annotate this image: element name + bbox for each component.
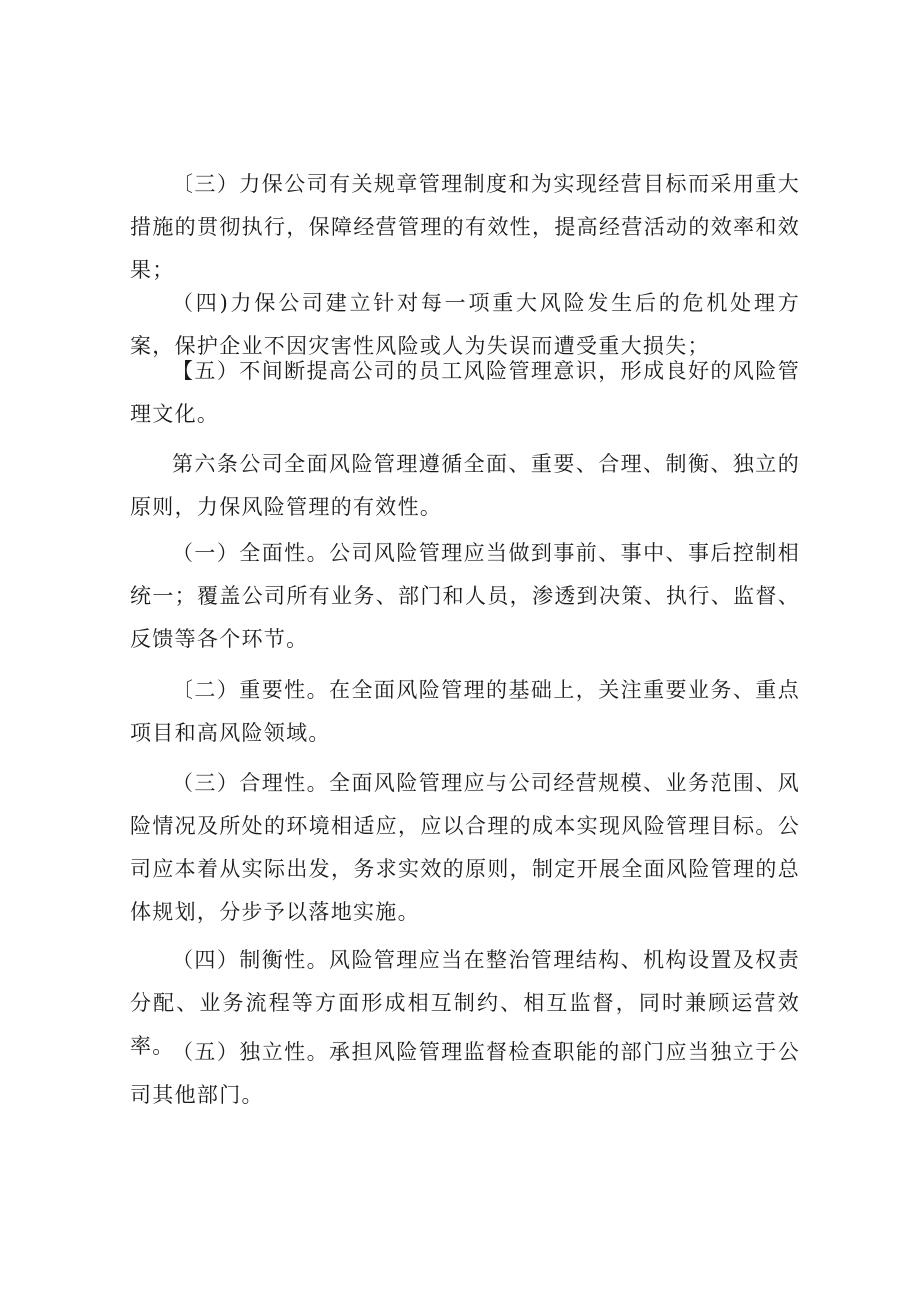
paragraph-four-crisis-plan: （四)力保公司建立针对每一项重大风险发生后的危机处理方案，保护企业不因灾害性风险或人为失误而遭受重大损失；	[130, 291, 800, 358]
principle-independence: （五）独立性。承担风险管理监督检查职能的部门应当独立于公司其他部门。	[130, 1040, 800, 1107]
principle-comprehensiveness: （一）全面性。公司风险管理应当做到事前、事中、事后控制相统一；覆盖公司所有业务、部门和人员，渗透到决策、执行、监督、反馈等各个环节。	[130, 541, 800, 651]
principle-importance: 〔二）重要性。在全面风险管理的基础上，关注重要业务、重点项目和高风险领域。	[130, 678, 800, 745]
article-six-principles: 第六条公司全面风险管理遵循全面、重要、合理、制衡、独立的原则，力保风险管理的有效性。	[130, 452, 800, 519]
principle-reasonableness: （三）合理性。全面风险管理应与公司经营规模、业务范围、风险情况及所处的环境相适应，应以合理的成本实现风险管理目标。公司应本着从实际出发，务求实效的原则，制定开展全面风险管理的总体规划，分步予以落地实施。	[130, 771, 800, 924]
paragraph-five-risk-culture: 【五）不间断提高公司的员工风险管理意识，形成良好的风险管理文化。	[130, 359, 800, 426]
principle-checks-balances: （四）制衡性。风险管理应当在整治管理结构、机构设置及权责分配、业务流程等方面形成相互制约、相互监督，同时兼顾运营效率。	[130, 948, 800, 1058]
paragraph-three-effectiveness: 〔三）力保公司有关规章管理制度和为实现经营目标而采用重大措施的贯彻执行，保障经营管理的有效性，提高经营活动的效率和效果；	[130, 172, 800, 282]
